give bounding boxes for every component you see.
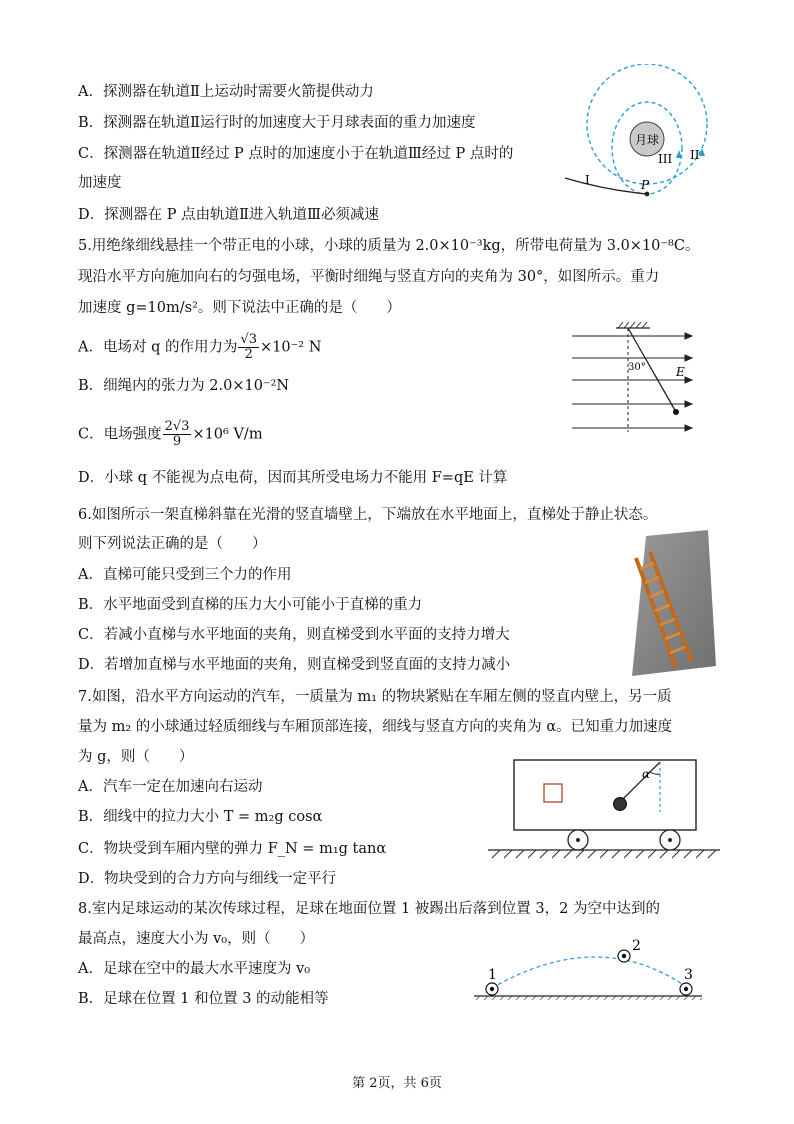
- ground-hatch: [492, 850, 716, 858]
- q5-option-d: D．小球 q 不能视为点电荷，因而其所受电场力不能用 F=qE 计算: [78, 470, 508, 486]
- q6-option-c: C．若减小直梯与水平地面的夹角，则直梯受到水平面的支持力增大: [78, 627, 510, 643]
- orbit-i: [565, 178, 647, 194]
- q5-option-c-numerator: 2√3: [164, 419, 190, 434]
- q6-stem-line1: 6.如图所示一架直梯斜靠在光滑的竖直墙壁上，下端放在水平地面上，直梯处于静止状态。: [78, 507, 658, 523]
- ball-position-1: [486, 983, 498, 995]
- q4-option-a: A．探测器在轨道Ⅱ上运动时需要火箭提供动力: [78, 84, 374, 100]
- orbit-i-label: I: [585, 173, 590, 187]
- q5-option-a-denominator: 2: [244, 347, 253, 362]
- point-p: [645, 192, 650, 197]
- q7-stem-line3: 为 g，则（ ）: [78, 749, 194, 765]
- car-figure: [486, 756, 722, 860]
- football-figure: [470, 936, 710, 1006]
- position-2-label: 2: [632, 938, 641, 954]
- q7-stem-line2: 量为 m₂ 的小球通过轻质细线与车厢顶部连接，细线与竖直方向的夹角为 α。已知重力加速度: [78, 719, 673, 735]
- ball-position-2: [618, 950, 630, 962]
- field-lines: [572, 333, 692, 431]
- q5-option-a: [78, 333, 321, 362]
- q7-stem-line1: 7.如图，沿水平方向运动的汽车，一质量为 m₁ 的物块紧贴在车厢左侧的竖直内壁上，另一质: [78, 689, 672, 705]
- q5-option-b: B．细绳内的张力为 2.0×10⁻²N: [78, 378, 290, 394]
- q8-stem-line1: 8.室内足球运动的某次传球过程，足球在地面位置 1 被踢出后落到位置 3，2 为空中达到的: [78, 901, 660, 917]
- q6-stem-line2: 则下列说法正确的是（ ）: [78, 536, 267, 552]
- q4-option-c: C．探测器在轨道Ⅱ经过 P 点时的加速度小于在轨道Ⅲ经过 P 点时的: [78, 146, 514, 162]
- trajectory: [492, 957, 688, 988]
- q8-stem-line2: 最高点，速度大小为 v₀，则（ ）: [78, 931, 315, 947]
- q4-option-d: D．探测器在 P 点由轨道Ⅱ进入轨道Ⅲ必须减速: [78, 207, 379, 223]
- q6-option-b: B．水平地面受到直梯的压力大小可能小于直梯的重力: [78, 597, 423, 613]
- ball-m2: [614, 798, 627, 811]
- wheels: [568, 830, 680, 850]
- q4-option-c-cont: 加速度: [78, 175, 122, 191]
- q5-option-a-text: A．电场对 q 的作用力为: [78, 339, 238, 356]
- q8-option-b: B．足球在位置 1 和位置 3 的动能相等: [78, 991, 329, 1007]
- q8-option-a: A．足球在空中的最大水平速度为 v₀: [78, 961, 311, 977]
- q5-option-c-unit: ×10⁶ V/m: [192, 426, 263, 443]
- q5-option-a-unit: ×10⁻² N: [260, 339, 322, 356]
- q5-stem-line3: 加速度 g=10m/s²。则下说法中正确的是（ ）: [78, 300, 401, 316]
- orbit-iii-arrow: [676, 150, 682, 158]
- q4-option-b: B．探测器在轨道Ⅱ运行时的加速度大于月球表面的重力加速度: [78, 115, 476, 131]
- q7-option-b: B．细线中的拉力大小 T = m₂g cosα: [78, 809, 323, 825]
- orbit-ii-label: II: [690, 148, 700, 162]
- q7-option-a: A．汽车一定在加速向右运动: [78, 779, 263, 795]
- wall: [632, 530, 716, 676]
- q5-option-c-denominator: 9: [172, 434, 182, 449]
- q5-stem-line2: 现沿水平方向施加向右的匀强电场，平衡时细绳与竖直方向的夹角为 30°，如图所示。重力: [78, 269, 660, 285]
- q7-option-d: D．物块受到的合力方向与细线一定平行: [78, 871, 337, 887]
- orbit-figure: [555, 64, 730, 204]
- ball-position-3: [680, 983, 692, 995]
- point-p-label: P: [641, 178, 650, 192]
- q5-option-c-text: C．电场强度: [78, 426, 162, 443]
- charged-ball: [673, 409, 679, 415]
- electric-field-figure: [568, 320, 696, 438]
- angle-label: α: [642, 767, 651, 781]
- position-3-label: 3: [684, 967, 693, 983]
- position-1-label: 1: [488, 967, 497, 983]
- q5-option-a-fraction: [238, 333, 259, 362]
- moon-label: 月球: [634, 133, 660, 147]
- orbit-iii-label: III: [658, 152, 673, 166]
- ceiling-hatch: [618, 322, 647, 328]
- q6-option-a: A．直梯可能只受到三个力的作用: [78, 567, 292, 583]
- q6-option-d: D．若增加直梯与水平地面的夹角，则直梯受到竖直面的支持力减小: [78, 657, 511, 673]
- page-footer: 第 2页，共 6页: [352, 1076, 442, 1091]
- q5-option-c-fraction: [163, 420, 192, 449]
- block-m1: [544, 784, 562, 802]
- q5-option-a-numerator: √3: [240, 332, 258, 347]
- field-label: E: [676, 365, 685, 379]
- angle-label: 30°: [628, 362, 646, 373]
- ladder-figure: [624, 528, 722, 678]
- q5-option-c: [78, 420, 263, 449]
- q5-stem-line1: 5.用绝缘细线悬挂一个带正电的小球，小球的质量为 2.0×10⁻³kg，所带电荷量为 3.0×10⁻⁸C。: [78, 238, 700, 254]
- car-compartment: [514, 760, 696, 830]
- q7-option-c: C．物块受到车厢内壁的弹力 F_N = m₁g tanα: [78, 841, 387, 857]
